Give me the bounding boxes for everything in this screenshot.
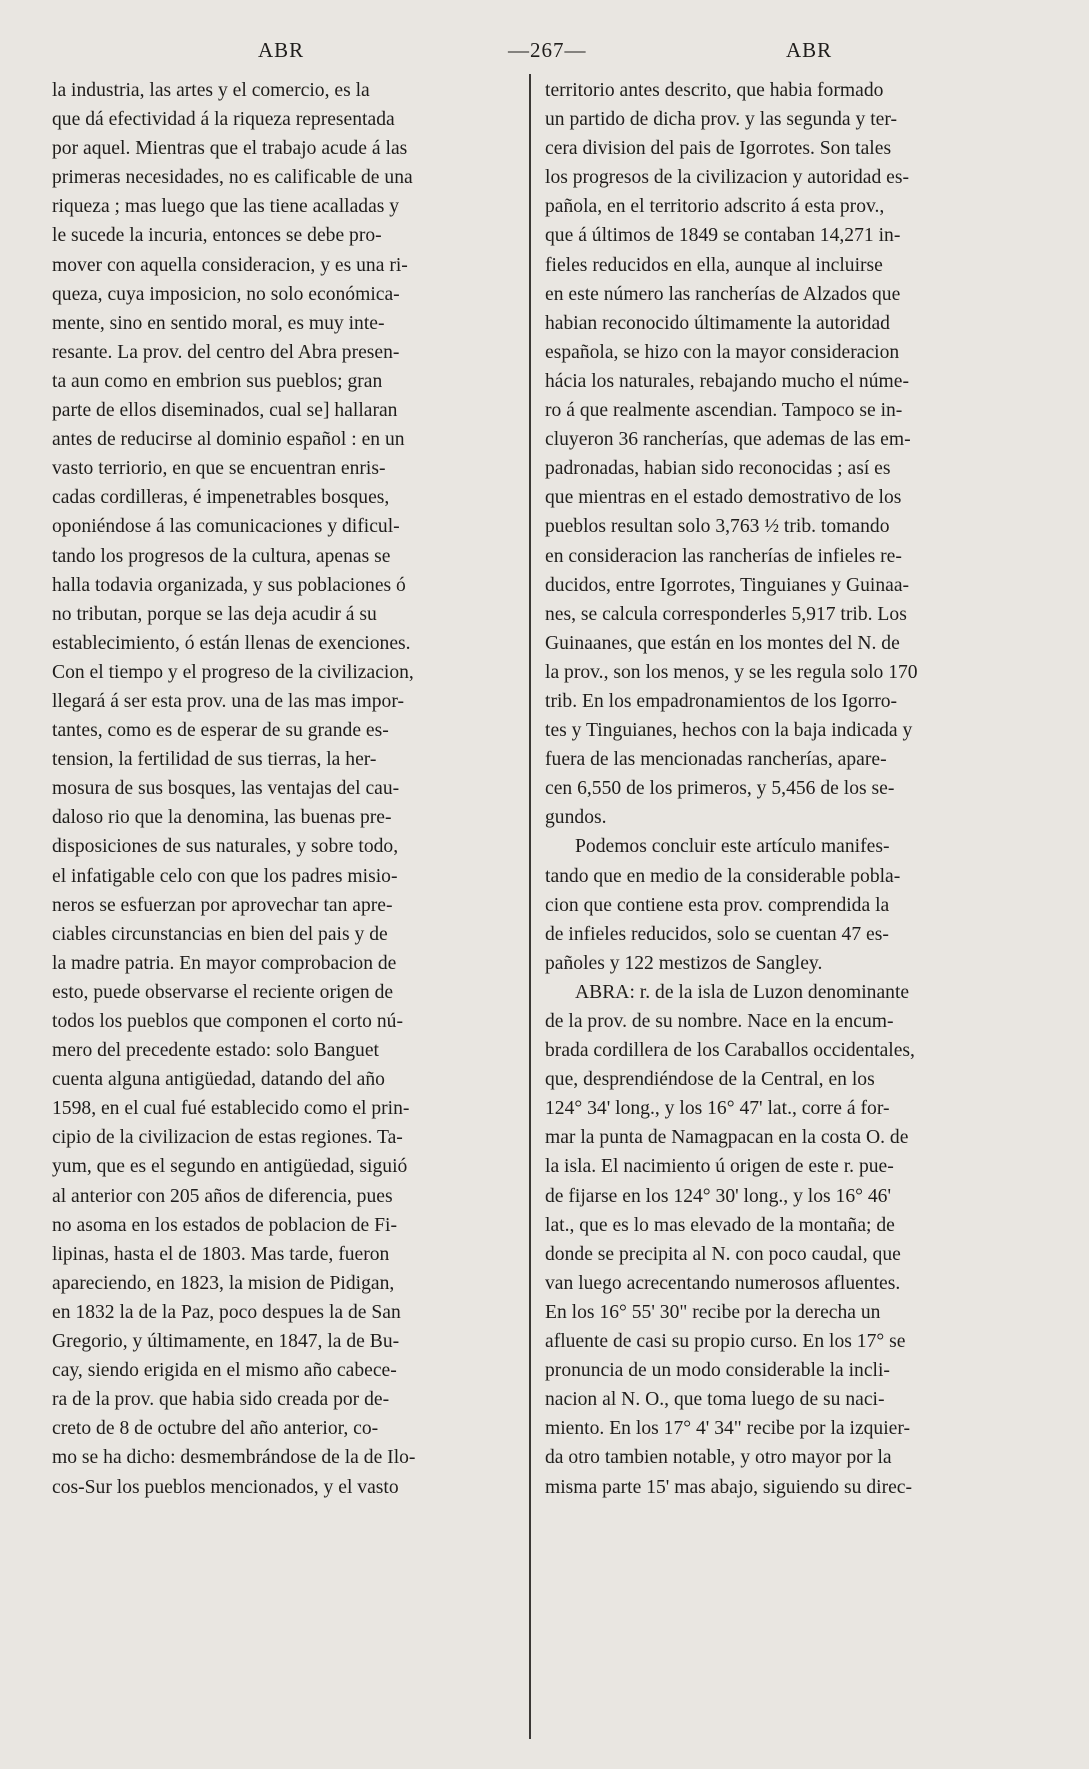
text-line: cay, siendo erigida en el mismo año cabece- (52, 1360, 397, 1382)
text-line: padronadas, habian sido reconocidas ; así es (545, 458, 891, 480)
text-line: mero del precedente estado: solo Banguet (52, 1040, 379, 1062)
text-line: mover con aquella consideracion, y es una ri- (52, 254, 408, 276)
text-line: tando los progresos de la cultura, apenas se (52, 545, 391, 567)
text-line: habian reconocido últimamente la autoridad (545, 312, 890, 334)
text-line: que á últimos de 1849 se contaban 14,271 in- (545, 225, 901, 247)
text-line: tantes, como es de esperar de su grande es- (52, 720, 389, 742)
running-head-right: ABR (786, 38, 833, 62)
page-number: —267— (508, 38, 587, 62)
right-column (545, 76, 1027, 1502)
text-line: mente, sino en sentido moral, es muy inte- (52, 312, 385, 334)
text-line: afluente de casi su propio curso. En los 17° se (545, 1331, 906, 1353)
text-line: donde se precipita al N. con poco caudal, que (545, 1243, 901, 1265)
text-line: en este número las rancherías de Alzados que (545, 283, 901, 305)
text-line: Con el tiempo y el progreso de la civilizacion, (52, 661, 414, 683)
text-line: pañoles y 122 mestizos de Sangley. (545, 952, 823, 974)
text-line: mar la punta de Namagpacan en la costa O. de (545, 1127, 909, 1149)
text-line: ducidos, entre Igorrotes, Tinguianes y Guinaa- (545, 574, 910, 596)
text-line: de infieles reducidos, solo se cuentan 47 es- (545, 923, 889, 945)
text-line: establecimiento, ó están llenas de exenciones. (52, 632, 411, 654)
text-line: lat., que es lo mas elevado de la montaña; de (545, 1214, 895, 1236)
text-line: parte de ellos diseminados, cual se] hallaran (52, 400, 398, 422)
text-line: daloso rio que la denomina, las buenas pre- (52, 807, 392, 829)
text-line: nacion al N. O., que toma luego de su naci- (545, 1389, 885, 1411)
text-line: la prov., son los menos, y se les regula solo 170 (545, 661, 918, 683)
text-line: cipio de la civilizacion de estas regiones. Ta- (52, 1127, 403, 1149)
text-line: oponiéndose á las comunicaciones y dificul- (52, 516, 400, 538)
text-line: apareciendo, en 1823, la mision de Pidigan, (52, 1272, 395, 1294)
text-line: ra de la prov. que habia sido creada por de- (52, 1389, 390, 1411)
text-line: 124° 34' long., y los 16° 47' lat., corre á for- (545, 1098, 890, 1120)
text-line: tando que en medio de la considerable pobla- (545, 865, 901, 887)
text-line: ABRA: r. de la isla de Luzon denominante (575, 981, 910, 1003)
text-line: la isla. El nacimiento ú origen de este r. pue- (545, 1156, 894, 1178)
text-line: los progresos de la civilizacion y autoridad es- (545, 167, 910, 189)
text-line: que dá efectividad á la riqueza representada (52, 109, 395, 131)
text-line: fieles reducidos en ella, aunque al incluirse (545, 254, 883, 276)
text-line: disposiciones de sus naturales, y sobre todo, (52, 836, 399, 858)
text-line: cos-Sur los pueblos mencionados, y el vasto (52, 1476, 399, 1498)
text-line: mosura de sus bosques, las ventajas del cau- (52, 778, 400, 800)
text-line: no asoma en los estados de poblacion de Fi- (52, 1214, 397, 1236)
text-line: la madre patria. En mayor comprobacion de (52, 952, 397, 974)
text-line: en 1832 la de la Paz, poco despues la de San (52, 1301, 401, 1323)
text-line: un partido de dicha prov. y las segunda y ter- (545, 109, 898, 131)
text-line: mo se ha dicho: desmembrándose de la de Ilo- (52, 1447, 416, 1469)
column-divider (529, 74, 531, 1739)
text-line: Podemos concluir este artículo manifes- (575, 836, 890, 858)
text-line: pueblos resultan solo 3,763 ½ trib. tomando (545, 516, 890, 538)
text-line: todos los pueblos que componen el corto nú- (52, 1011, 403, 1032)
text-line: que mientras en el estado demostrativo de los (545, 487, 902, 509)
text-line: miento. En los 17° 4' 34" recibe por la izquier- (545, 1418, 911, 1440)
text-line: En los 16° 55' 30" recibe por la derecha un (545, 1301, 881, 1323)
text-line: gundos. (545, 807, 607, 829)
text-line: neros se esfuerzan por aprovechar tan apre- (52, 894, 393, 916)
text-line: creto de 8 de octubre del año anterior, co- (52, 1418, 379, 1440)
text-line: fuera de las mencionadas rancherías, apare- (545, 749, 887, 771)
text-line: ro á que realmente ascendian. Tampoco se in- (545, 400, 903, 422)
text-line: cluyeron 36 rancherías, que ademas de las em- (545, 429, 911, 451)
text-line: brada cordillera de los Caraballos occidentales, (545, 1040, 915, 1062)
text-line: en consideracion las rancherías de infieles re- (545, 545, 902, 567)
text-line: yum, que es el segundo en antigüedad, siguió (52, 1156, 408, 1178)
text-line: que, desprendiéndose de la Central, en los (545, 1069, 875, 1091)
text-line: nes, se calcula corresponderles 5,917 trib. Los (545, 603, 907, 625)
text-line: antes de reducirse al dominio español : en un (52, 429, 405, 451)
text-line: llegará á ser esta prov. una de las mas impor- (52, 690, 404, 712)
text-line: ciables circunstancias en bien del pais y de (52, 923, 388, 945)
text-line: esto, puede observarse el reciente origen de (52, 981, 394, 1003)
text-line: cen 6,550 de los primeros, y 5,456 de los se- (545, 778, 895, 800)
text-line: cera division del pais de Igorrotes. Son tales (545, 138, 892, 160)
text-line: pronuncia de un modo considerable la incli- (545, 1360, 890, 1382)
text-line: tes y Tinguianes, hechos con la baja indicada y (545, 720, 913, 742)
text-line: hácia los naturales, rebajando mucho el núme- (545, 370, 909, 392)
text-line: trib. En los empadronamientos de los Igorro- (545, 690, 898, 712)
text-line: no tributan, porque se las deja acudir á su (52, 603, 377, 625)
text-line: cuenta alguna antigüedad, datando del año (52, 1069, 385, 1091)
text-line: cadas cordilleras, é impenetrables bosques, (52, 487, 390, 509)
text-line: lipinas, hasta el de 1803. Mas tarde, fueron (52, 1243, 390, 1265)
text-line: cion que contiene esta prov. comprendida la (545, 894, 890, 916)
text-line: la industria, las artes y el comercio, es la (52, 80, 370, 101)
text-line: territorio antes descrito, que habia formado (545, 80, 884, 101)
text-line: van luego acrecentando numerosos afluentes. (545, 1272, 901, 1294)
text-line: tension, la fertilidad de sus tierras, la her- (52, 749, 377, 771)
running-head-left: ABR (258, 38, 305, 62)
text-line: al anterior con 205 años de diferencia, pues (52, 1185, 393, 1207)
text-line: de fijarse en los 124° 30' long., y los 16° 46' (545, 1185, 891, 1207)
text-line: le sucede la incuria, entonces se debe pro- (52, 225, 382, 247)
text-line: ta aun como en embrion sus pueblos; gran (52, 370, 383, 392)
text-line: halla todavia organizada, y sus poblaciones ó (52, 574, 406, 596)
text-line: 1598, en el cual fué establecido como el prin- (52, 1098, 410, 1120)
running-head (0, 38, 1089, 68)
text-line: primeras necesidades, no es calificable de una (52, 167, 413, 189)
text-line: vasto terriorio, en que se encuentran enris- (52, 458, 386, 480)
text-line: Gregorio, y últimamente, en 1847, la de Bu- (52, 1331, 400, 1353)
text-line: Guinaanes, que están en los montes del N. de (545, 632, 900, 654)
text-line: española, se hizo con la mayor consideracion (545, 341, 900, 363)
text-line: da otro tambien notable, y otro mayor por la (545, 1447, 892, 1469)
left-column (52, 76, 518, 1502)
text-line: de la prov. de su nombre. Nace en la encum- (545, 1011, 894, 1032)
text-line: el infatigable celo con que los padres misio- (52, 865, 398, 887)
text-line: misma parte 15' mas abajo, siguiendo su direc- (545, 1476, 913, 1498)
text-line: queza, cuya imposicion, no solo económica- (52, 283, 400, 305)
text-line: pañola, en el territorio adscrito á esta prov., (545, 196, 885, 218)
text-line: por aquel. Mientras que el trabajo acude á las (52, 138, 408, 160)
text-line: resante. La prov. del centro del Abra presen- (52, 341, 400, 363)
text-line: riqueza ; mas luego que las tiene acalladas y (52, 196, 400, 218)
